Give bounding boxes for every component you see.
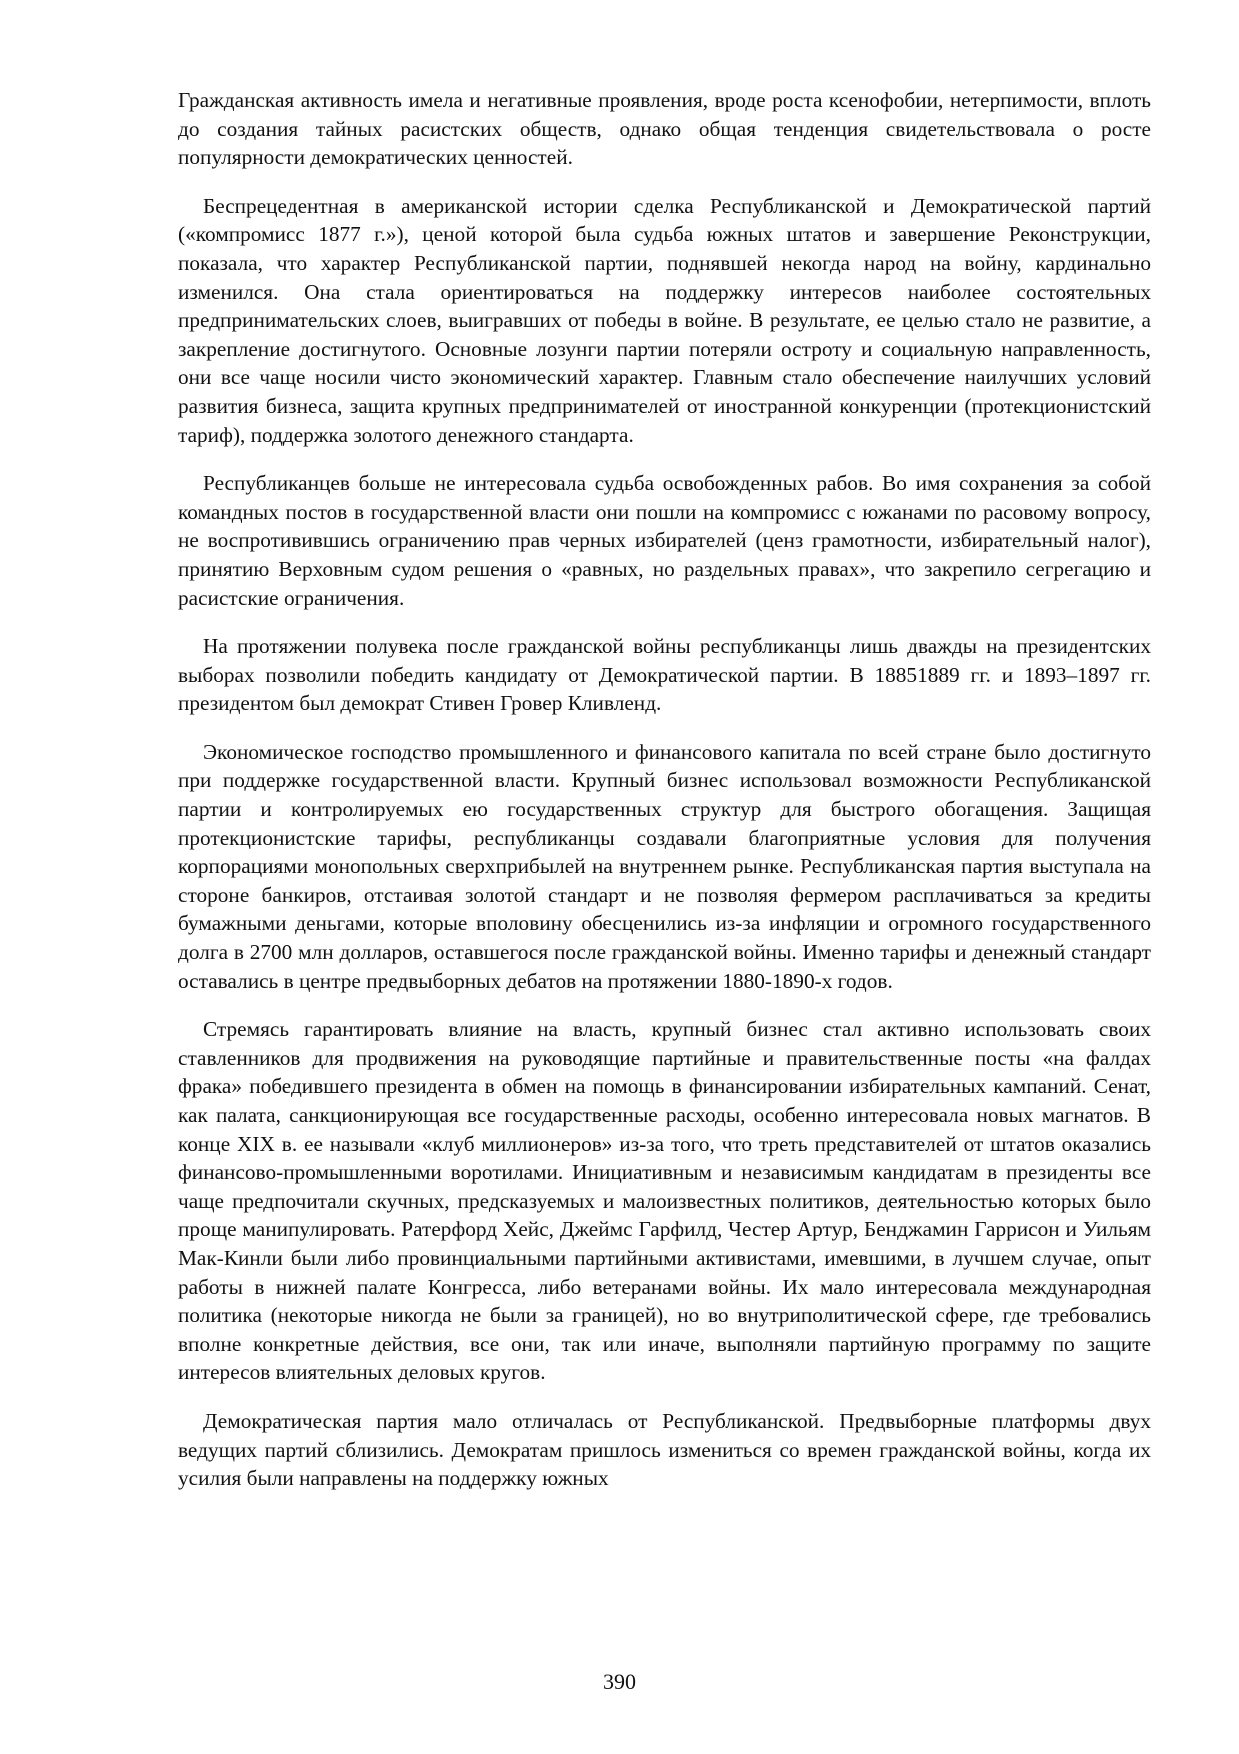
document-page (178, 86, 1151, 1513)
paragraph-5: Экономическое господство промышленного и финансового капитала по всей стране было достигнуто при поддержке государственной власти. Крупный бизнес использовал возможности Республиканской партии и контролируемых ею государственных структур для быстрого обогащения. Защищая протекционистские тарифы, республиканцы создавали благоприятные условия для получения корпорациями монопольных сверхприбылей на внутреннем рынке. Республиканская партия выступала на стороне банкиров, отстаивая золотой стандарт и не позволяя фермером расплачиваться за кредиты бумажными деньгами, которые вполовину обесценились из-за инфляции и огромного государственного долга в 2700 млн долларов, оставшегося после гражданской войны. Именно тарифы и денежный стандарт оставались в центре предвыборных дебатов на протяжении 1880-1890-х годов. (178, 739, 1151, 993)
paragraph-3: Республиканцев больше не интересовала судьба освобожденных рабов. Во имя сохранения за собой командных постов в государственной власти они пошли на компромисс с южанами по расовому вопросу, не воспротивившись ограничению прав черных избирателей (ценз грамотности, избирательный налог), принятию Верховным судом решения о «равных, но раздельных правах», что закрепило сегрегацию и расистские ограничения. (178, 471, 1151, 610)
paragraph-4: На протяжении полувека после гражданской войны республиканцы лишь дважды на президентских выборах позволили победить кандидату от Демократической партии. В 18851889 гг. и 1893–1897 гг. президентом был демократ Стивен Гровер Кливленд. (178, 634, 1151, 716)
paragraph-2: Беспрецедентная в американской истории сделка Республиканской и Демократической партий («компромисс 1877 г.»), ценой которой была судьба южных штатов и завершение Реконструкции, показала, что характер Республиканской партии, поднявшей некогда народ на войну, кардинально изменился. Она стала ориентироваться на поддержку интересов наиболее состоятельных предпринимательских слоев, выигравших от победы в войне. В результате, ее целью стало не развитие, а закрепление достигнутого. Основные лозунги партии потеряли остроту и социальную направленность, они все чаще носили чисто экономический характер. Главным стало обеспечение наилучших условий развития бизнеса, защита крупных предпринимателей от иностранной конкуренции (протекционистский тариф), поддержка золотого денежного стандарта. (178, 193, 1151, 447)
paragraph-7: Демократическая партия мало отличалась от Республиканской. Предвыборные платформы двух ведущих партий сблизились. Демократам пришлось измениться со времен гражданской войны, когда их усилия были направлены на поддержку южных (178, 1408, 1151, 1491)
paragraph-6: Стремясь гарантировать влияние на власть, крупный бизнес стал активно использовать своих ставленников для продвижения на руководящие партийные и правительственные посты «на фалдах фрака» победившего президента в обмен на помощь в финансировании избирательных кампаний. Сенат, как палата, санкционирующая все государственные расходы, особенно интересовала новых магнатов. В конце XIX в. ее называли «клуб миллионеров» из-за того, что треть представителей от штатов оказались финансово-промышленными воротилами. Инициативным и независимым кандидатам в президенты все чаще предпочитали скучных, предсказуемых и малоизвестных политиков, деятельностью которых было проще манипулировать. Ратерфорд Хейс, Джеймс Гарфилд, Честер Артур, Бенджамин Гаррисон и Уильям Мак-Кинли были либо провинциальными партийными активистами, имевшими, в лучшем случае, опыт работы в нижней палате Конгресса, либо ветеранами войны. Их мало интересовала международная политика (некоторые никогда не были за границей), но во внутриполитической сфере, где требовались вполне конкретные действия, все они, так или иначе, выполняли партийную программу по защите интересов влиятельных деловых кругов. (178, 1017, 1151, 1385)
page-number: 390 (603, 1669, 636, 1694)
paragraph-1: Гражданская активность имела и негативные проявления, вроде роста ксенофобии, нетерпимости, вплоть до создания тайных расистских обществ, однако общая тенденция свидетельствовала о росте популярности демократических ценностей. (178, 88, 1151, 170)
